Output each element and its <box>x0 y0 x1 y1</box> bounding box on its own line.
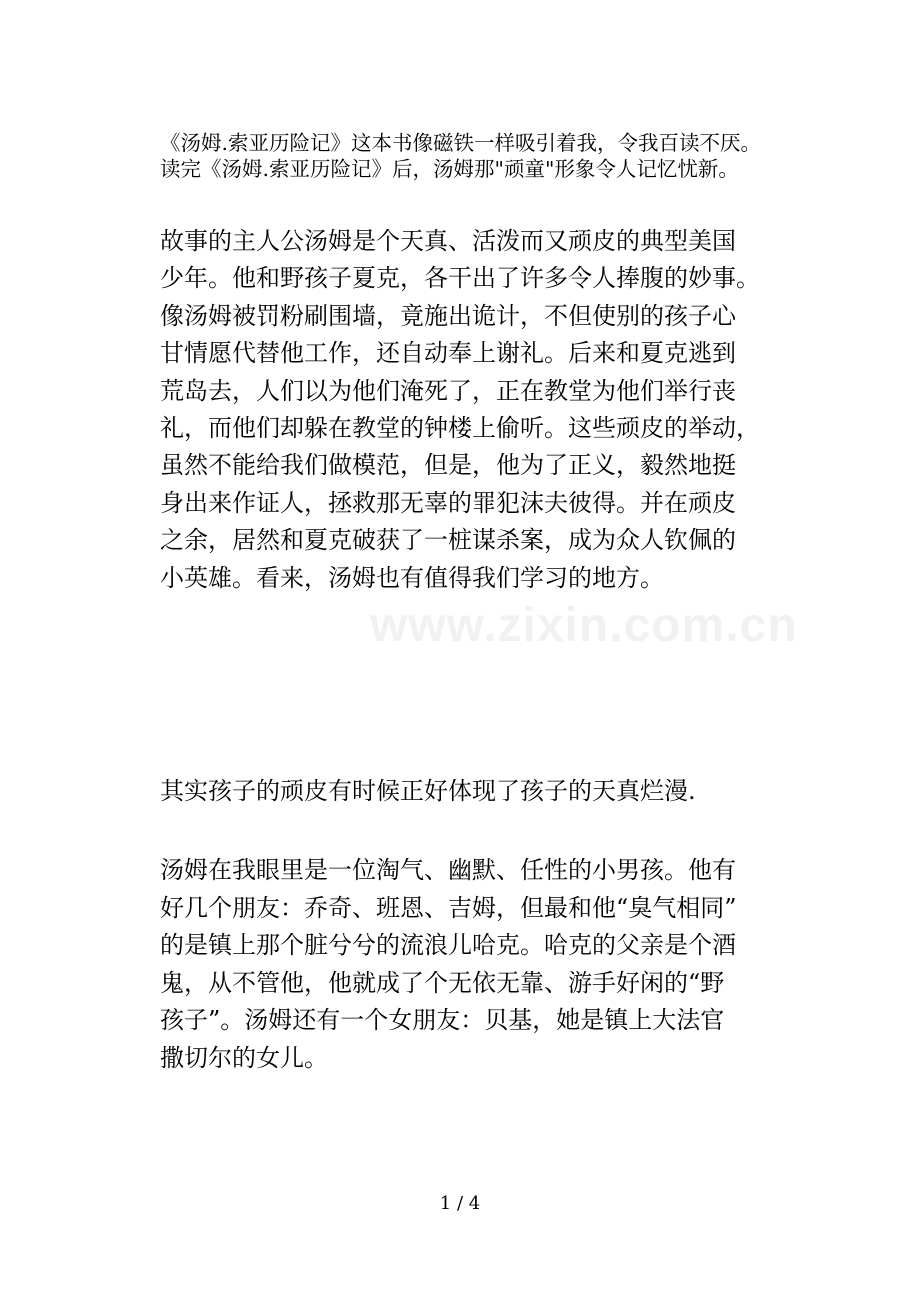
paragraph-line: 的是镇上那个脏兮兮的流浪儿哈克。哈克的父亲是个酒 <box>160 931 736 960</box>
intro-line: 《汤姆.索亚历险记》这本书像磁铁一样吸引着我，令我百读不厌。 <box>160 131 762 155</box>
paragraph-line: 礼，而他们却躲在教堂的钟楼上偷听。这些顽皮的举动， <box>160 413 760 442</box>
paragraph-line: 少年。他和野孩子夏克，各干出了许多令人捧腹的妙事。 <box>160 264 760 293</box>
intro-line: 读完《汤姆.索亚历险记》后，汤姆那"顽童"形象令人记忆忧新。 <box>160 157 739 181</box>
intro-paragraph <box>160 130 800 182</box>
paragraph-line: 身出来作证人，拯救那无辜的罪犯沫夫彼得。并在顽皮 <box>160 488 736 517</box>
paragraph-line: 荒岛去，人们以为他们淹死了，正在教堂为他们举行丧 <box>160 376 736 405</box>
paragraph-line: 虽然不能给我们做模范，但是，他为了正义，毅然地挺 <box>160 451 736 480</box>
paragraph-line: 像汤姆被罚粉刷围墙，竟施出诡计，不但使别的孩子心 <box>160 301 736 330</box>
paragraph-line: 鬼，从不管他，他就成了个无依无靠、游手好闲的“野 <box>160 968 725 997</box>
paragraph-line: 之余，居然和夏克破获了一桩谋杀案，成为众人钦佩的 <box>160 526 736 555</box>
paragraph-1 <box>160 223 800 597</box>
paragraph-line: 好几个朋友：乔奇、班恩、吉姆，但最和他“臭气相同” <box>160 893 737 922</box>
trailer-sentence: 其实孩子的顽皮有时候正好体现了孩子的天真烂漫. <box>160 777 696 805</box>
paragraph-line: 撒切尔的女儿。 <box>160 1043 328 1072</box>
paragraph-2 <box>160 852 800 1078</box>
paragraph-line: 甘情愿代替他工作，还自动奉上谢礼。后来和夏克逃到 <box>160 339 736 368</box>
paragraph-line: 小英雄。看来，汤姆也有值得我们学习的地方。 <box>160 563 664 592</box>
paragraph-line: 孩子”。汤姆还有一个女朋友：贝基，她是镇上大法官 <box>160 1006 725 1035</box>
page-number: 1 / 4 <box>439 1193 481 1214</box>
watermark: www.zixin.com.cn <box>370 599 798 652</box>
paragraph-line: 故事的主人公汤姆是个天真、活泼而又顽皮的典型美国 <box>160 227 736 255</box>
paragraph-line: 汤姆在我眼里是一位淘气、幽默、任性的小男孩。他有 <box>160 856 736 884</box>
